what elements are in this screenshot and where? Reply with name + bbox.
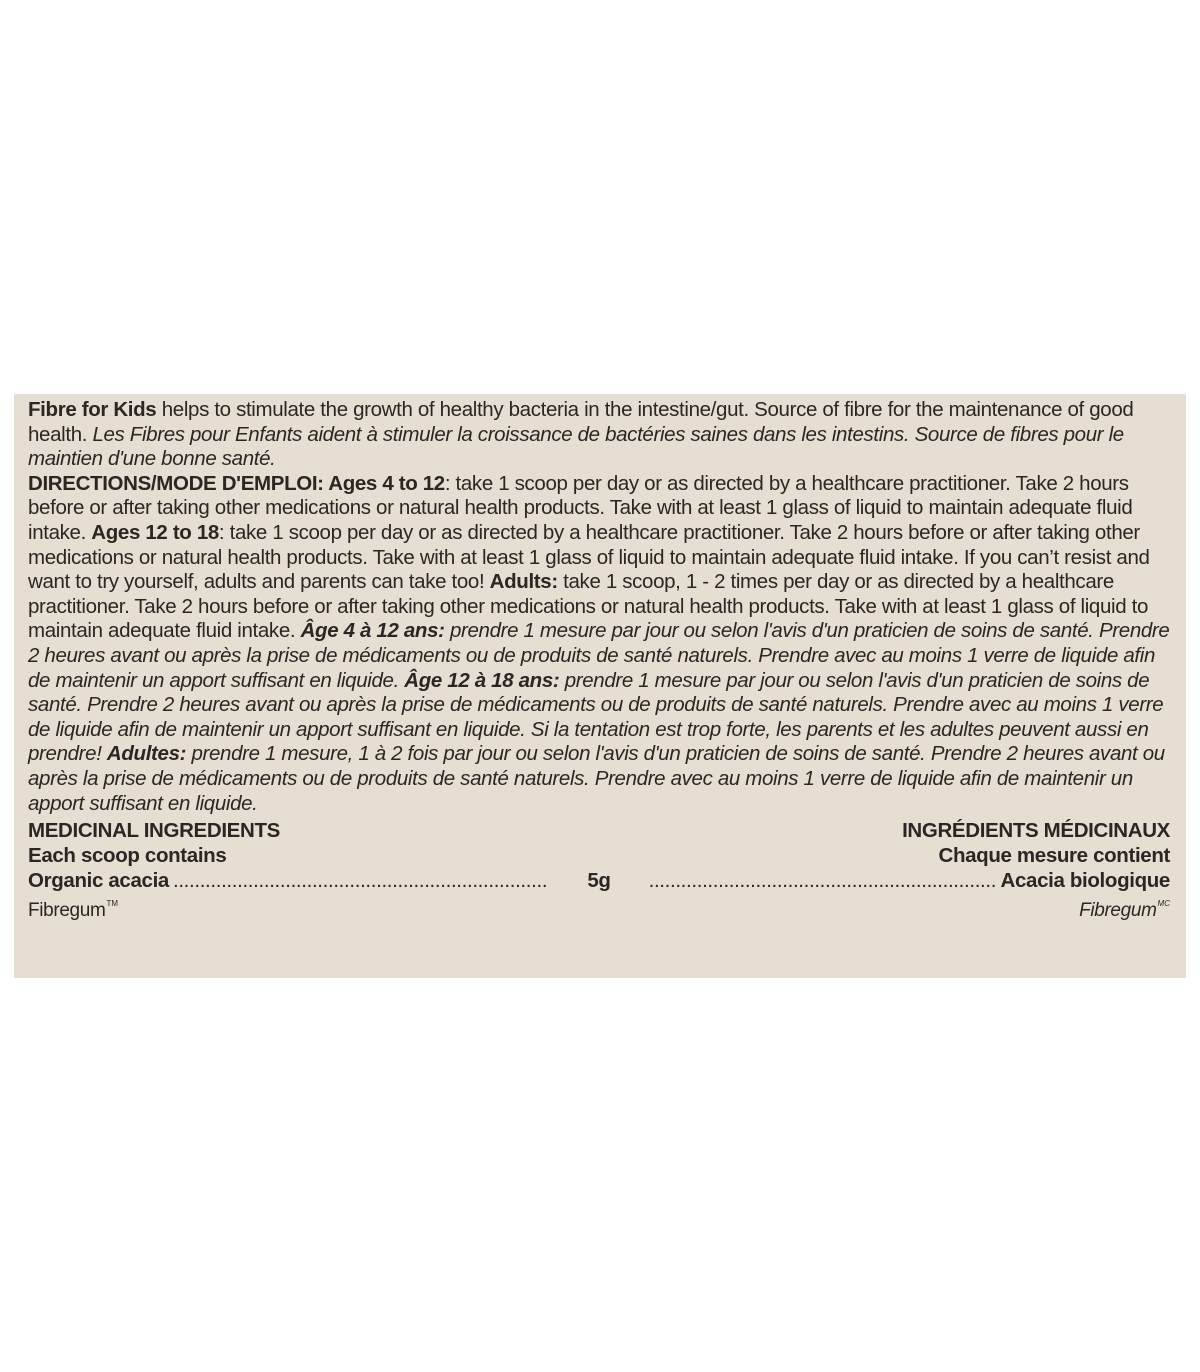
- ingredients-heading-row: [28, 818, 1170, 843]
- brand-name-fr: Fibregum: [1079, 900, 1157, 922]
- label-body-text: [28, 398, 1170, 816]
- leader-dots-left: [173, 868, 549, 893]
- trademark-en: TM: [106, 899, 119, 909]
- directions-en-ages-12-18-text: : take 1 scoop per day or as directed by a healthcare practitioner. Take 2 hours before or after taking other medications or natural health products. Take with at least 1 glass of liquid to maintain adequate fluid intake. If you can’t resist and want to try yourself, adults and parents can take too!: [28, 520, 1150, 594]
- ingredient-name-fr: Acacia biologique: [1000, 869, 1170, 893]
- ingredient-name-en: Organic acacia: [28, 869, 169, 893]
- directions-en-ages-12-18-label: Ages 12 to 18: [91, 520, 219, 544]
- directions-en-ages-4-12-label: Ages 4 to 12: [323, 471, 445, 495]
- directions-fr-ages-12-18-label: Âge 12 à 18 ans:: [404, 668, 560, 692]
- ingredient-name-fr-cell: [611, 868, 1170, 893]
- ingredient-brand-row: [28, 893, 1170, 922]
- directions-en-adults-label: Adults:: [489, 570, 558, 594]
- ingredients-per-fr: Chaque mesure contient: [938, 844, 1170, 868]
- ingredient-name-en-cell: [28, 868, 587, 893]
- directions-en-ages-4-12-text: : take 1 scoop per day or as directed by a healthcare practitioner. Take 2 hours before or after taking other medications or natural health products. Take with at least 1 glass of liquid to maintain adequate fluid intake.: [28, 471, 1133, 544]
- product-name: Fibre for Kids: [28, 398, 157, 421]
- directions-fr-ages-4-12-label: Âge 4 à 12 ans:: [300, 619, 445, 643]
- leader-dots-right: [649, 868, 997, 893]
- ingredient-amount: 5g: [587, 869, 611, 893]
- product-label-panel: [14, 394, 1186, 978]
- directions-fr-ages-12-18-text: prendre 1 mesure par jour ou selon l'avis d'un praticien de soins de santé. Prendre 2 heures avant ou après la prise de médicaments ou de produits de santé naturels. Prendre avec au moins 1 verre de liquide afin de maintenir un apport suffisant en liquide. Si la tentation est trop forte, les parents et les adultes peuvent aussi en prendre!: [28, 668, 1164, 766]
- ingredient-brand-en: [28, 893, 118, 922]
- trademark-fr: MC: [1157, 899, 1170, 909]
- ingredients-heading-en: MEDICINAL INGREDIENTS: [28, 819, 280, 843]
- brand-name-en: Fibregum: [28, 900, 106, 922]
- ingredients-per-en: Each scoop contains: [28, 844, 227, 868]
- directions-fr-adults-label: Adultes:: [106, 742, 187, 766]
- directions-en-adults-text: take 1 scoop, 1 - 2 times per day or as directed by a healthcare practitioner. Take 2 hours before or after taking other medications or natural health products. Take with at least 1 glass of liquid to maintain adequate fluid intake.: [28, 570, 1149, 643]
- ingredient-brand-fr: [1079, 893, 1170, 922]
- ingredients-per-row: [28, 843, 1170, 868]
- directions-fr-ages-4-12-text: prendre 1 mesure par jour ou selon l'avis d'un praticien de soins de santé. Prendre 2 heures avant ou après la prise de médicaments ou de produits de santé naturels. Prendre avec au moins 1 verre de liquide afin de maintenir un apport suffisant en liquide.: [28, 619, 1170, 692]
- medicinal-ingredients-section: [28, 818, 1170, 922]
- directions-fr-adults-text: prendre 1 mesure, 1 à 2 fois par jour ou selon l'avis d'un praticien de soins de santé. Prendre 2 heures avant ou après la prise de médicaments ou de produits de santé naturels. Prendre avec au moins 1 verre de liquide afin de maintenir un apport suffisant en liquide.: [28, 742, 1165, 815]
- ingredients-heading-fr: INGRÉDIENTS MÉDICINAUX: [902, 819, 1170, 843]
- ingredient-row: [28, 868, 1170, 893]
- claim-fr: Les Fibres pour Enfants aident à stimuler la croissance de bactéries saines dans les intestins. Source de fibres pour le maintien d'une bonne santé.: [28, 422, 1124, 471]
- directions-heading: DIRECTIONS/MODE D'EMPLOI:: [28, 471, 324, 495]
- claim-en: helps to stimulate the growth of healthy bacteria in the intestine/gut. Source of fibre for the maintenance of good health.: [28, 398, 1134, 446]
